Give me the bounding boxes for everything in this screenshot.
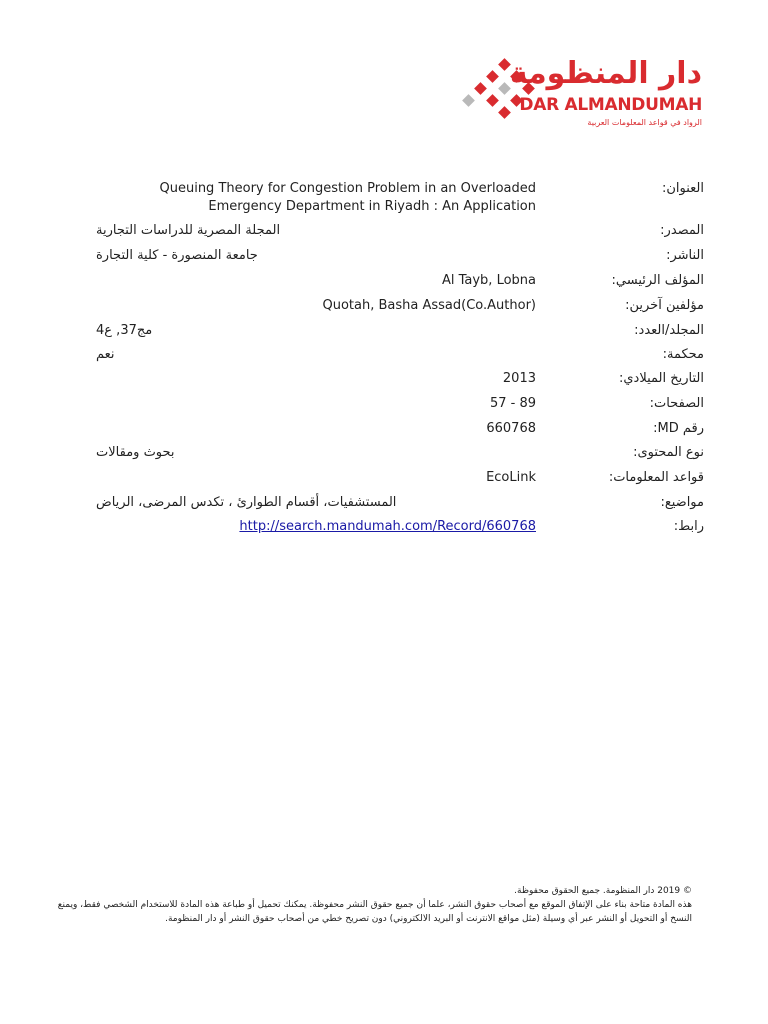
source-label: المصدر: [660,223,704,238]
link-value-container [96,518,536,536]
logo-english-name: DAR ALMANDUMAH [519,95,702,115]
source-value: المجلة المصرية للدراسات التجارية [96,223,281,238]
dar-almandumah-logo [462,56,712,136]
content-type-label: نوع المحتوى: [633,445,704,460]
refereed-label: محكمة: [662,347,704,362]
record-link[interactable]: http://search.mandumah.com/Record/660768 [239,519,536,534]
date-label: التاريخ الميلادي: [619,371,704,386]
other-authors-label: مؤلفين آخرين: [625,298,704,313]
main-author-label: المؤلف الرئيسي: [611,273,704,288]
logo-arabic-name: دار المنظومة [509,56,702,91]
title-label: العنوان: [661,181,704,196]
pages-value: 57 - 89 [489,396,536,411]
other-authors-value: Quotah, Basha Assad(Co.Author) [322,298,536,313]
main-author-value: Al Tayb, Lobna [441,273,536,288]
volume-value: مج37, ع4 [96,323,153,338]
subjects-label: مواضيع: [660,495,704,510]
copyright-footer [52,884,692,926]
title-value: Queuing Theory for Congestion Problem in an Overloaded Emergency Department in Riyadh : An Application [159,181,536,214]
link-label: رابط: [673,519,704,534]
date-value: 2013 [502,371,536,386]
publisher-value: جامعة المنصورة - كلية التجارة [96,248,258,263]
pages-label: الصفحات: [649,396,704,411]
logo-tagline: الرواد في قواعد المعلومات العربية [587,118,702,127]
content-type-value: بحوث ومقالات [96,445,175,460]
databases-value: EcoLink [486,470,536,485]
md-number-label: رقم MD: [653,421,704,436]
databases-label: قواعد المعلومات: [608,470,704,485]
subjects-value: المستشفيات، أقسام الطوارئ ، تكدس المرضى، الرياض [96,495,397,510]
usage-notice: هذه المادة متاحة بناء على الإتفاق الموقع مع أصحاب حقوق النشر، علما أن جميع حقوق النشر محفوظة. يمكنك تحميل أو طباعة هذه المادة للاستخدام الشخصي فقط، ويمنع النسخ أو التحويل أو النشر عبر أي وسيلة (مثل مواقع الانترنت أو البريد الالكتروني) دون تصريح خطي من أصحاب حقوق النشر أو دار المنظومة. [57,900,692,924]
volume-label: المجلد/العدد: [634,323,704,338]
md-number-value: 660768 [486,421,536,436]
refereed-value: نعم [96,347,115,362]
copyright-line: © 2019 دار المنظومة. جميع الحقوق محفوظة. [514,886,692,896]
publisher-label: الناشر: [666,248,704,263]
